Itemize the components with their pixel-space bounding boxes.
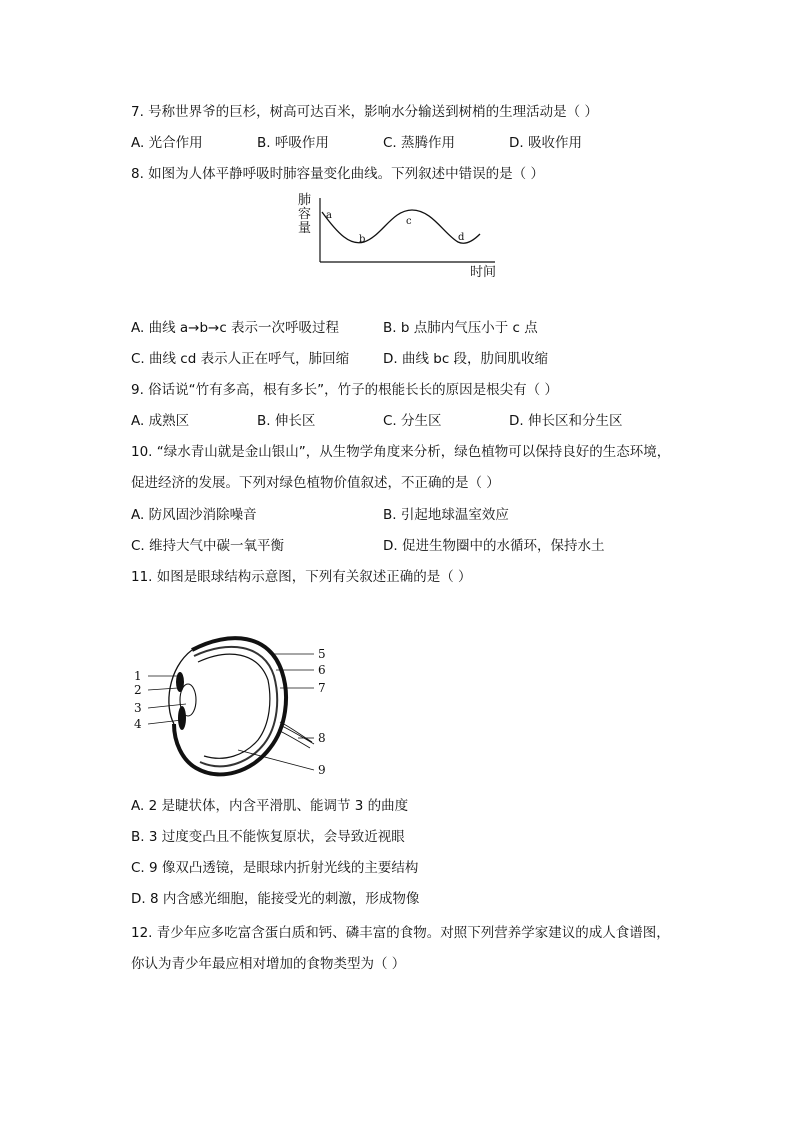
q10-option-c: C. 维持大气中碳一氧平衡 [131,538,285,554]
point-label-d: d [458,232,465,243]
q11-option-b: B. 3 过度变凸且不能恢复原状，会导致近视眼 [131,829,405,845]
eye-label-2: 2 [134,683,142,697]
q7-stem: 7. 号称世界爷的巨杉，树高可达百米，影响水分输送到树梢的生理活动是（ ） [131,104,598,120]
q7-option-b: B. 呼吸作用 [257,135,329,151]
q9-option-c: C. 分生区 [383,413,442,429]
q11-option-d: D. 8 内含感光细胞，能接受光的刺激，形成物像 [131,891,420,907]
ylabel-char-2: 容 [298,207,312,222]
q10-stem-line1: 10. “绿水青山就是金山银山”，从生物学角度来分析，绿色植物可以保持良好的生态环境， [131,444,671,460]
q9-option-b: B. 伸长区 [257,413,316,429]
eye-label-5: 5 [318,647,326,661]
q12-stem-line1: 12. 青少年应多吃富含蛋白质和钙、磷丰富的食物。对照下列营养学家建议的成人食谱图， [131,925,670,941]
eye-label-3: 3 [134,701,142,715]
lung-volume-figure [290,190,510,280]
point-label-b: b [359,234,366,245]
q9-option-a: A. 成熟区 [131,413,190,429]
q10-option-a: A. 防风固沙消除噪音 [131,507,257,523]
lung-volume-curve [322,210,480,243]
eye-label-7: 7 [318,681,326,695]
xlabel: 时间 [470,265,497,280]
q11-stem: 11. 如图是眼球结构示意图，下列有关叙述正确的是（ ） [131,569,472,585]
q10-option-b: B. 引起地球温室效应 [383,507,509,523]
retina [198,654,270,758]
q10-stem-line2: 促进经济的发展。下列对绿色植物价值叙述，不正确的是（ ） [131,475,500,491]
q8-option-c: C. 曲线 cd 表示人正在呼气，肺回缩 [131,351,350,367]
q7-option-d: D. 吸收作用 [509,135,582,151]
q9-stem: 9. 俗话说“竹有多高，根有多长”，竹子的根能长长的原因是根尖有（ ） [131,382,558,398]
eye-label-1: 1 [134,669,142,683]
q9-option-d: D. 伸长区和分生区 [509,413,623,429]
q8-option-d: D. 曲线 bc 段，肋间肌收缩 [383,351,549,367]
eye-label-8: 8 [318,731,326,745]
ylabel-char-1: 肺 [298,193,312,208]
lens [180,684,196,716]
q12-stem-line2: 你认为青少年最应相对增加的食物类型为（ ） [131,956,406,972]
point-label-a: a [326,210,332,221]
choroid [194,647,277,766]
eyeball-figure [130,632,340,782]
q7-option-c: C. 蒸腾作用 [383,135,456,151]
q11-option-a: A. 2 是睫状体，内含平滑肌、能调节 3 的曲度 [131,798,409,814]
ylabel-char-3: 量 [298,221,312,236]
q10-option-d: D. 促进生物圈中的水循环，保持水土 [383,538,605,554]
q8-option-a: A. 曲线 a→b→c 表示一次呼吸过程 [131,320,340,336]
eye-label-6: 6 [318,663,326,677]
eye-label-4: 4 [134,717,142,731]
point-label-c: c [406,216,412,227]
q7-option-a: A. 光合作用 [131,135,203,151]
q8-stem: 8. 如图为人体平静呼吸时肺容量变化曲线。下列叙述中错误的是（ ） [131,166,544,182]
eye-label-9: 9 [318,763,326,777]
q8-option-b: B. b 点肺内气压小于 c 点 [383,320,538,336]
q11-option-c: C. 9 像双凸透镜，是眼球内折射光线的主要结构 [131,860,419,876]
